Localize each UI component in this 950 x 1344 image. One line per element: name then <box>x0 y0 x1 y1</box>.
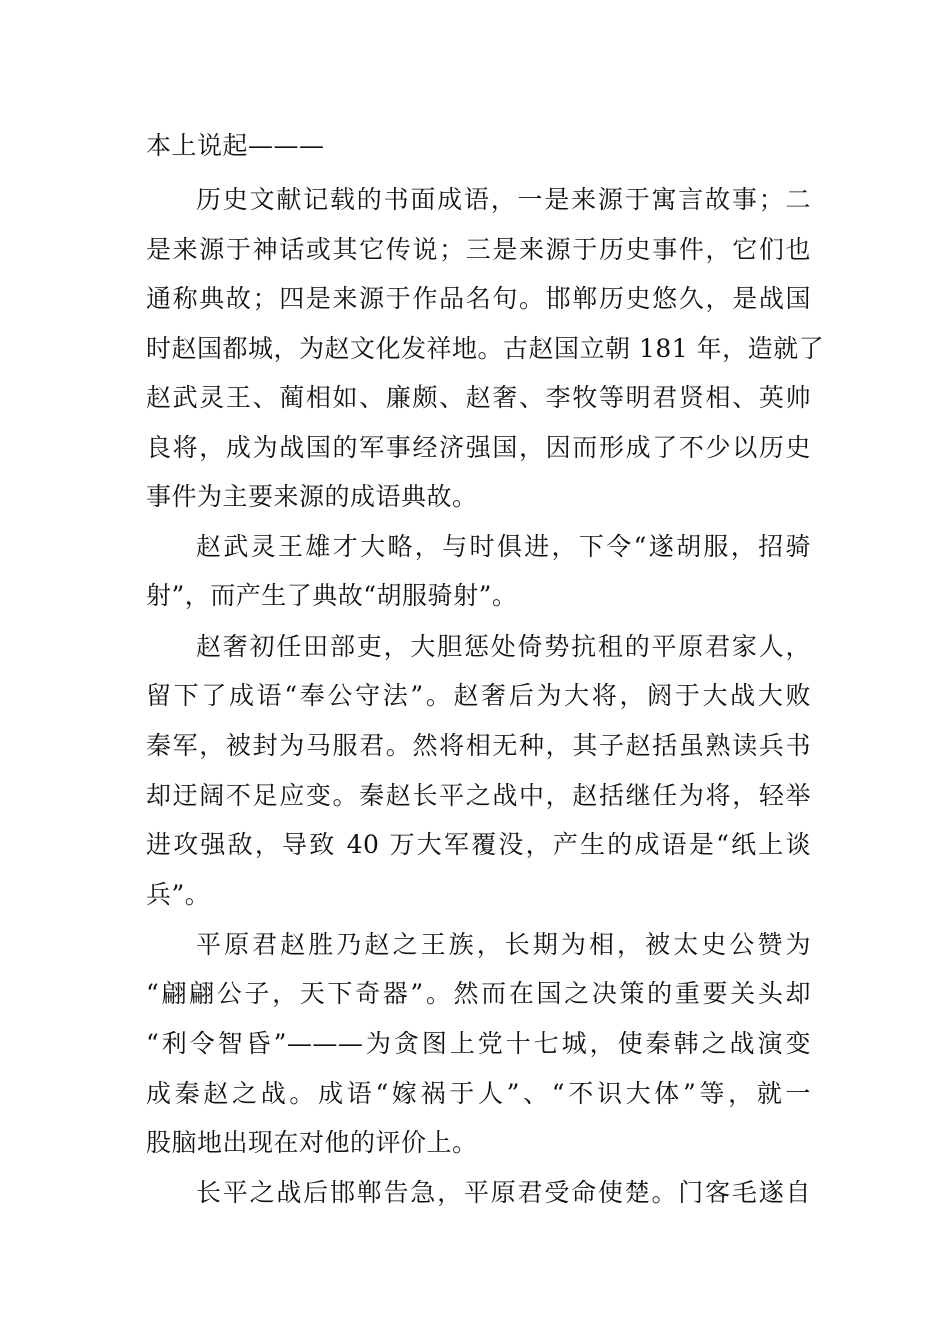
text-line: 通称典故；四是来源于作品名句。邯郸历史悠久，是战国 <box>146 284 811 313</box>
text-line: 兵”。 <box>146 880 211 909</box>
text-line-paragraph-4-start: 平原君赵胜乃赵之王族，长期为相，被太史公赞为 <box>196 930 811 959</box>
text-line-paragraph-3-start: 赵奢初任田部吏，大胆惩处倚势抗租的平原君家人， <box>196 632 811 661</box>
text-line: “利令智昏”———为贪图上党十七城，使秦韩之战演变 <box>146 1029 811 1058</box>
text-line: 进攻强敌，导致 40 万大军覆没，产生的成语是“纸上谈 <box>146 830 811 859</box>
text-line: 事件为主要来源的成语典故。 <box>146 482 478 511</box>
text-line-continuation: 本上说起——— <box>146 131 325 160</box>
text-line: 留下了成语“奉公守法”。赵奢后为大将，阏于大战大败 <box>146 681 811 710</box>
text-line: 赵武灵王、蔺相如、廉颇、赵奢、李牧等明君贤相、英帅 <box>146 383 811 412</box>
text-line: “翩翩公子，天下奇器”。然而在国之决策的重要关头却 <box>146 979 811 1008</box>
text-line: 却迂阔不足应变。秦赵长平之战中，赵括继任为将，轻举 <box>146 781 811 810</box>
text-line: 成秦赵之战。成语“嫁祸于人”、“不识大体”等，就一 <box>146 1079 811 1108</box>
text-line-paragraph-1-start: 历史文献记载的书面成语，一是来源于寓言故事；二 <box>196 185 811 214</box>
text-line: 良将，成为战国的军事经济强国，因而形成了不少以历史 <box>146 433 811 462</box>
text-line: 秦军，被封为马服君。然将相无种，其子赵括虽熟读兵书 <box>146 731 811 760</box>
text-line-paragraph-5-start: 长平之战后邯郸告急，平原君受命使楚。门客毛遂自 <box>196 1178 811 1207</box>
text-line: 时赵国都城，为赵文化发祥地。古赵国立朝 181 年，造就了 <box>146 334 825 363</box>
text-line: 股脑地出现在对他的评价上。 <box>146 1128 478 1157</box>
text-line: 是来源于神话或其它传说；三是来源于历史事件，它们也 <box>146 235 811 264</box>
text-line-paragraph-2-start: 赵武灵王雄才大略，与时俱进，下令“遂胡服，招骑 <box>196 532 811 561</box>
text-line: 射”，而产生了典故“胡服骑射”。 <box>146 581 518 610</box>
